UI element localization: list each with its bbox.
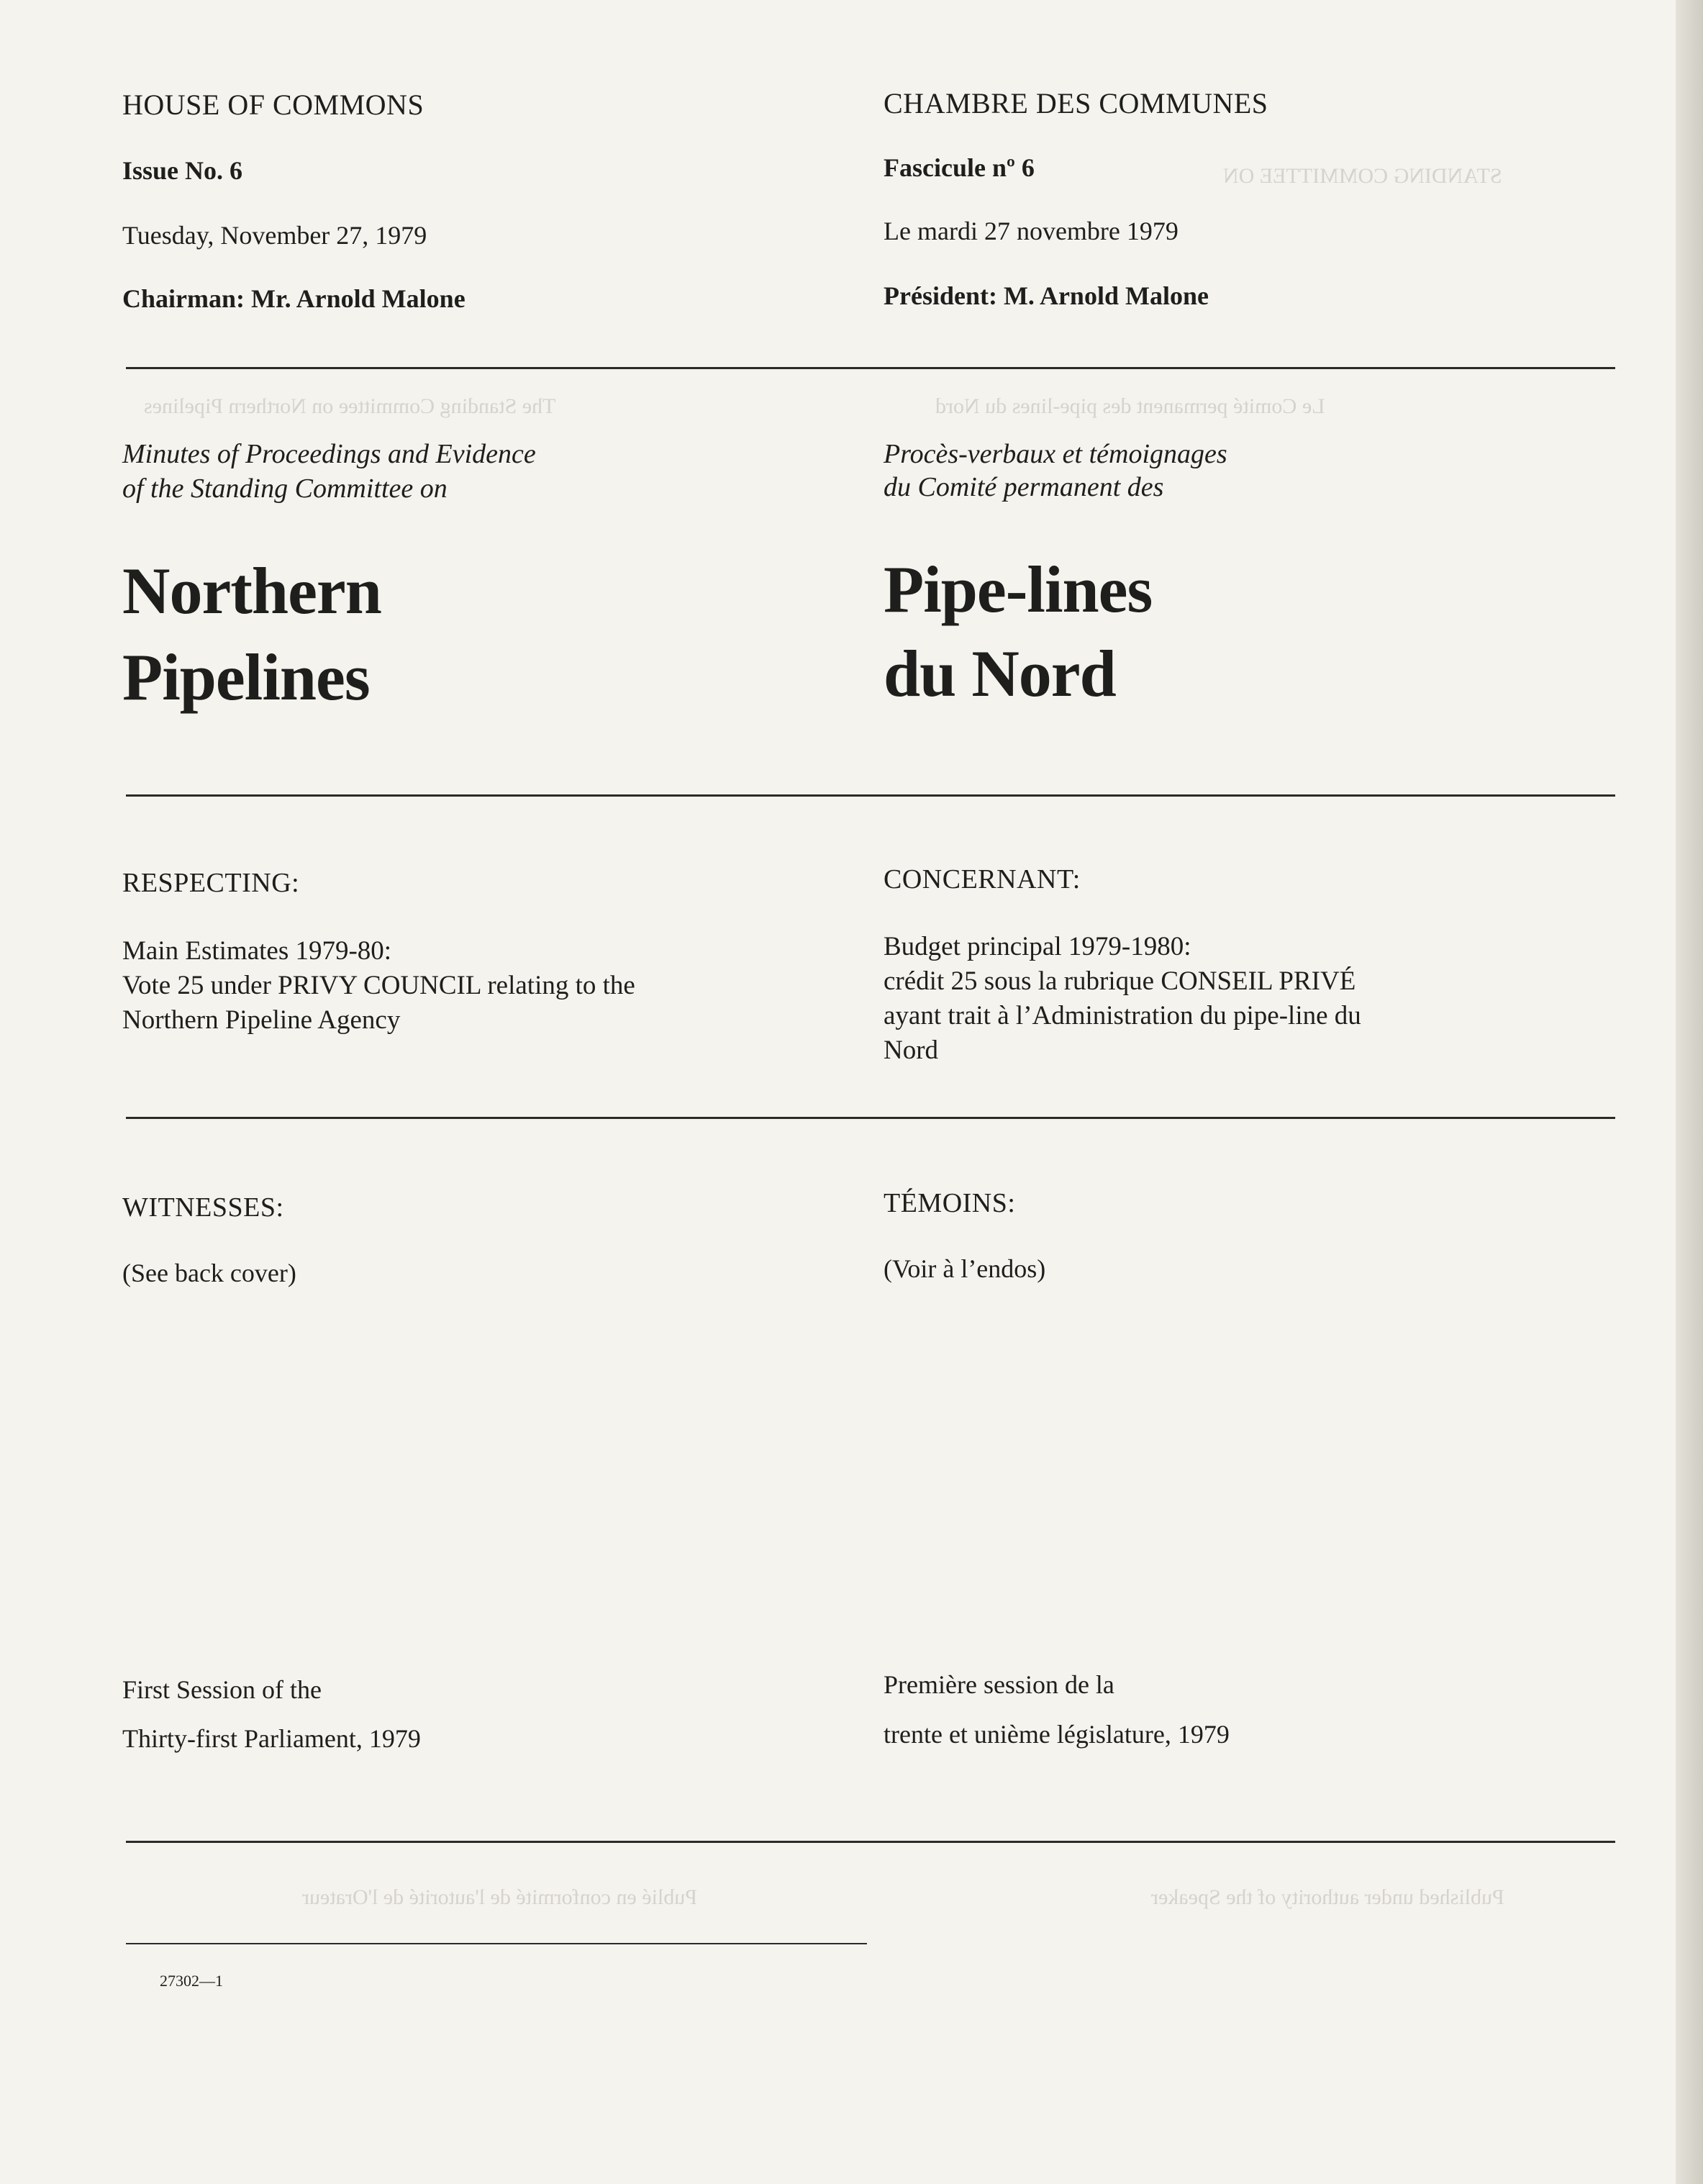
committee-title-line-2-fr: du Nord: [884, 637, 1116, 710]
respecting-line-1-fr: Budget principal 1979-1980:: [884, 932, 1191, 961]
divider-rule: [126, 1841, 1615, 1843]
respecting-line-2: Vote 25 under PRIVY COUNCIL relating to the: [122, 971, 635, 1000]
respecting-line-3-fr: ayant trait à l’Administration du pipe-line du: [884, 1001, 1361, 1030]
witnesses-label: WITNESSES:: [122, 1192, 284, 1223]
committee-title-line-2: Pipelines: [122, 640, 370, 714]
page-edge: [1676, 0, 1703, 2184]
show-through-text: Publié en conformité de l'autorité de l'Orateur: [302, 1885, 697, 1909]
respecting-line-1: Main Estimates 1979-80:: [122, 936, 392, 966]
minutes-line-1: Minutes of Proceedings and Evidence: [122, 439, 536, 469]
respecting-label: RESPECTING:: [122, 868, 300, 898]
committee-title-line-1-fr: Pipe-lines: [884, 553, 1153, 626]
committee-title-line-1: Northern: [122, 554, 381, 627]
session-line-1: First Session of the: [122, 1675, 322, 1704]
divider-rule: [126, 367, 1615, 369]
witnesses-note: (See back cover): [122, 1259, 296, 1287]
show-through-text: STANDING COMMITTEE ON: [1223, 164, 1502, 188]
witnesses-label-fr: TÉMOINS:: [884, 1188, 1016, 1218]
issue-number: Issue No. 6: [122, 156, 243, 185]
session-line-1-fr: Première session de la: [884, 1670, 1114, 1699]
minutes-line-2: of the Standing Committee on: [122, 473, 448, 504]
witnesses-note-fr: (Voir à l’endos): [884, 1254, 1046, 1283]
house-name-fr: CHAMBRE DES COMMUNES: [884, 87, 1268, 119]
respecting-line-2-fr: crédit 25 sous la rubrique CONSEIL PRIVÉ: [884, 966, 1356, 996]
issue-date-fr: Le mardi 27 novembre 1979: [884, 217, 1179, 245]
respecting-label-fr: CONCERNANT:: [884, 864, 1081, 894]
issue-date: Tuesday, November 27, 1979: [122, 221, 427, 250]
chairman-fr: Président: M. Arnold Malone: [884, 281, 1209, 310]
minutes-line-2-fr: du Comité permanent des: [884, 472, 1164, 502]
show-through-text: Le Comité permanent des pipe-lines du Nord: [935, 394, 1325, 418]
show-through-text: The Standing Committee on Northern Pipelines: [144, 394, 556, 418]
issue-number-fr: Fascicule nº 6: [884, 153, 1035, 182]
session-line-2: Thirty-first Parliament, 1979: [122, 1724, 421, 1753]
session-line-2-fr: trente et unième législature, 1979: [884, 1720, 1230, 1749]
chairman: Chairman: Mr. Arnold Malone: [122, 284, 466, 313]
respecting-line-3: Northern Pipeline Agency: [122, 1005, 401, 1035]
divider-rule: [126, 1117, 1615, 1119]
divider-rule: [126, 1943, 867, 1944]
house-name: HOUSE OF COMMONS: [122, 89, 424, 121]
minutes-line-1-fr: Procès-verbaux et témoignages: [884, 439, 1227, 469]
divider-rule: [126, 794, 1615, 797]
print-code: 27302—1: [160, 1972, 223, 1990]
respecting-line-4-fr: Nord: [884, 1036, 939, 1065]
show-through-text: Published under authority of the Speaker: [1151, 1885, 1504, 1909]
